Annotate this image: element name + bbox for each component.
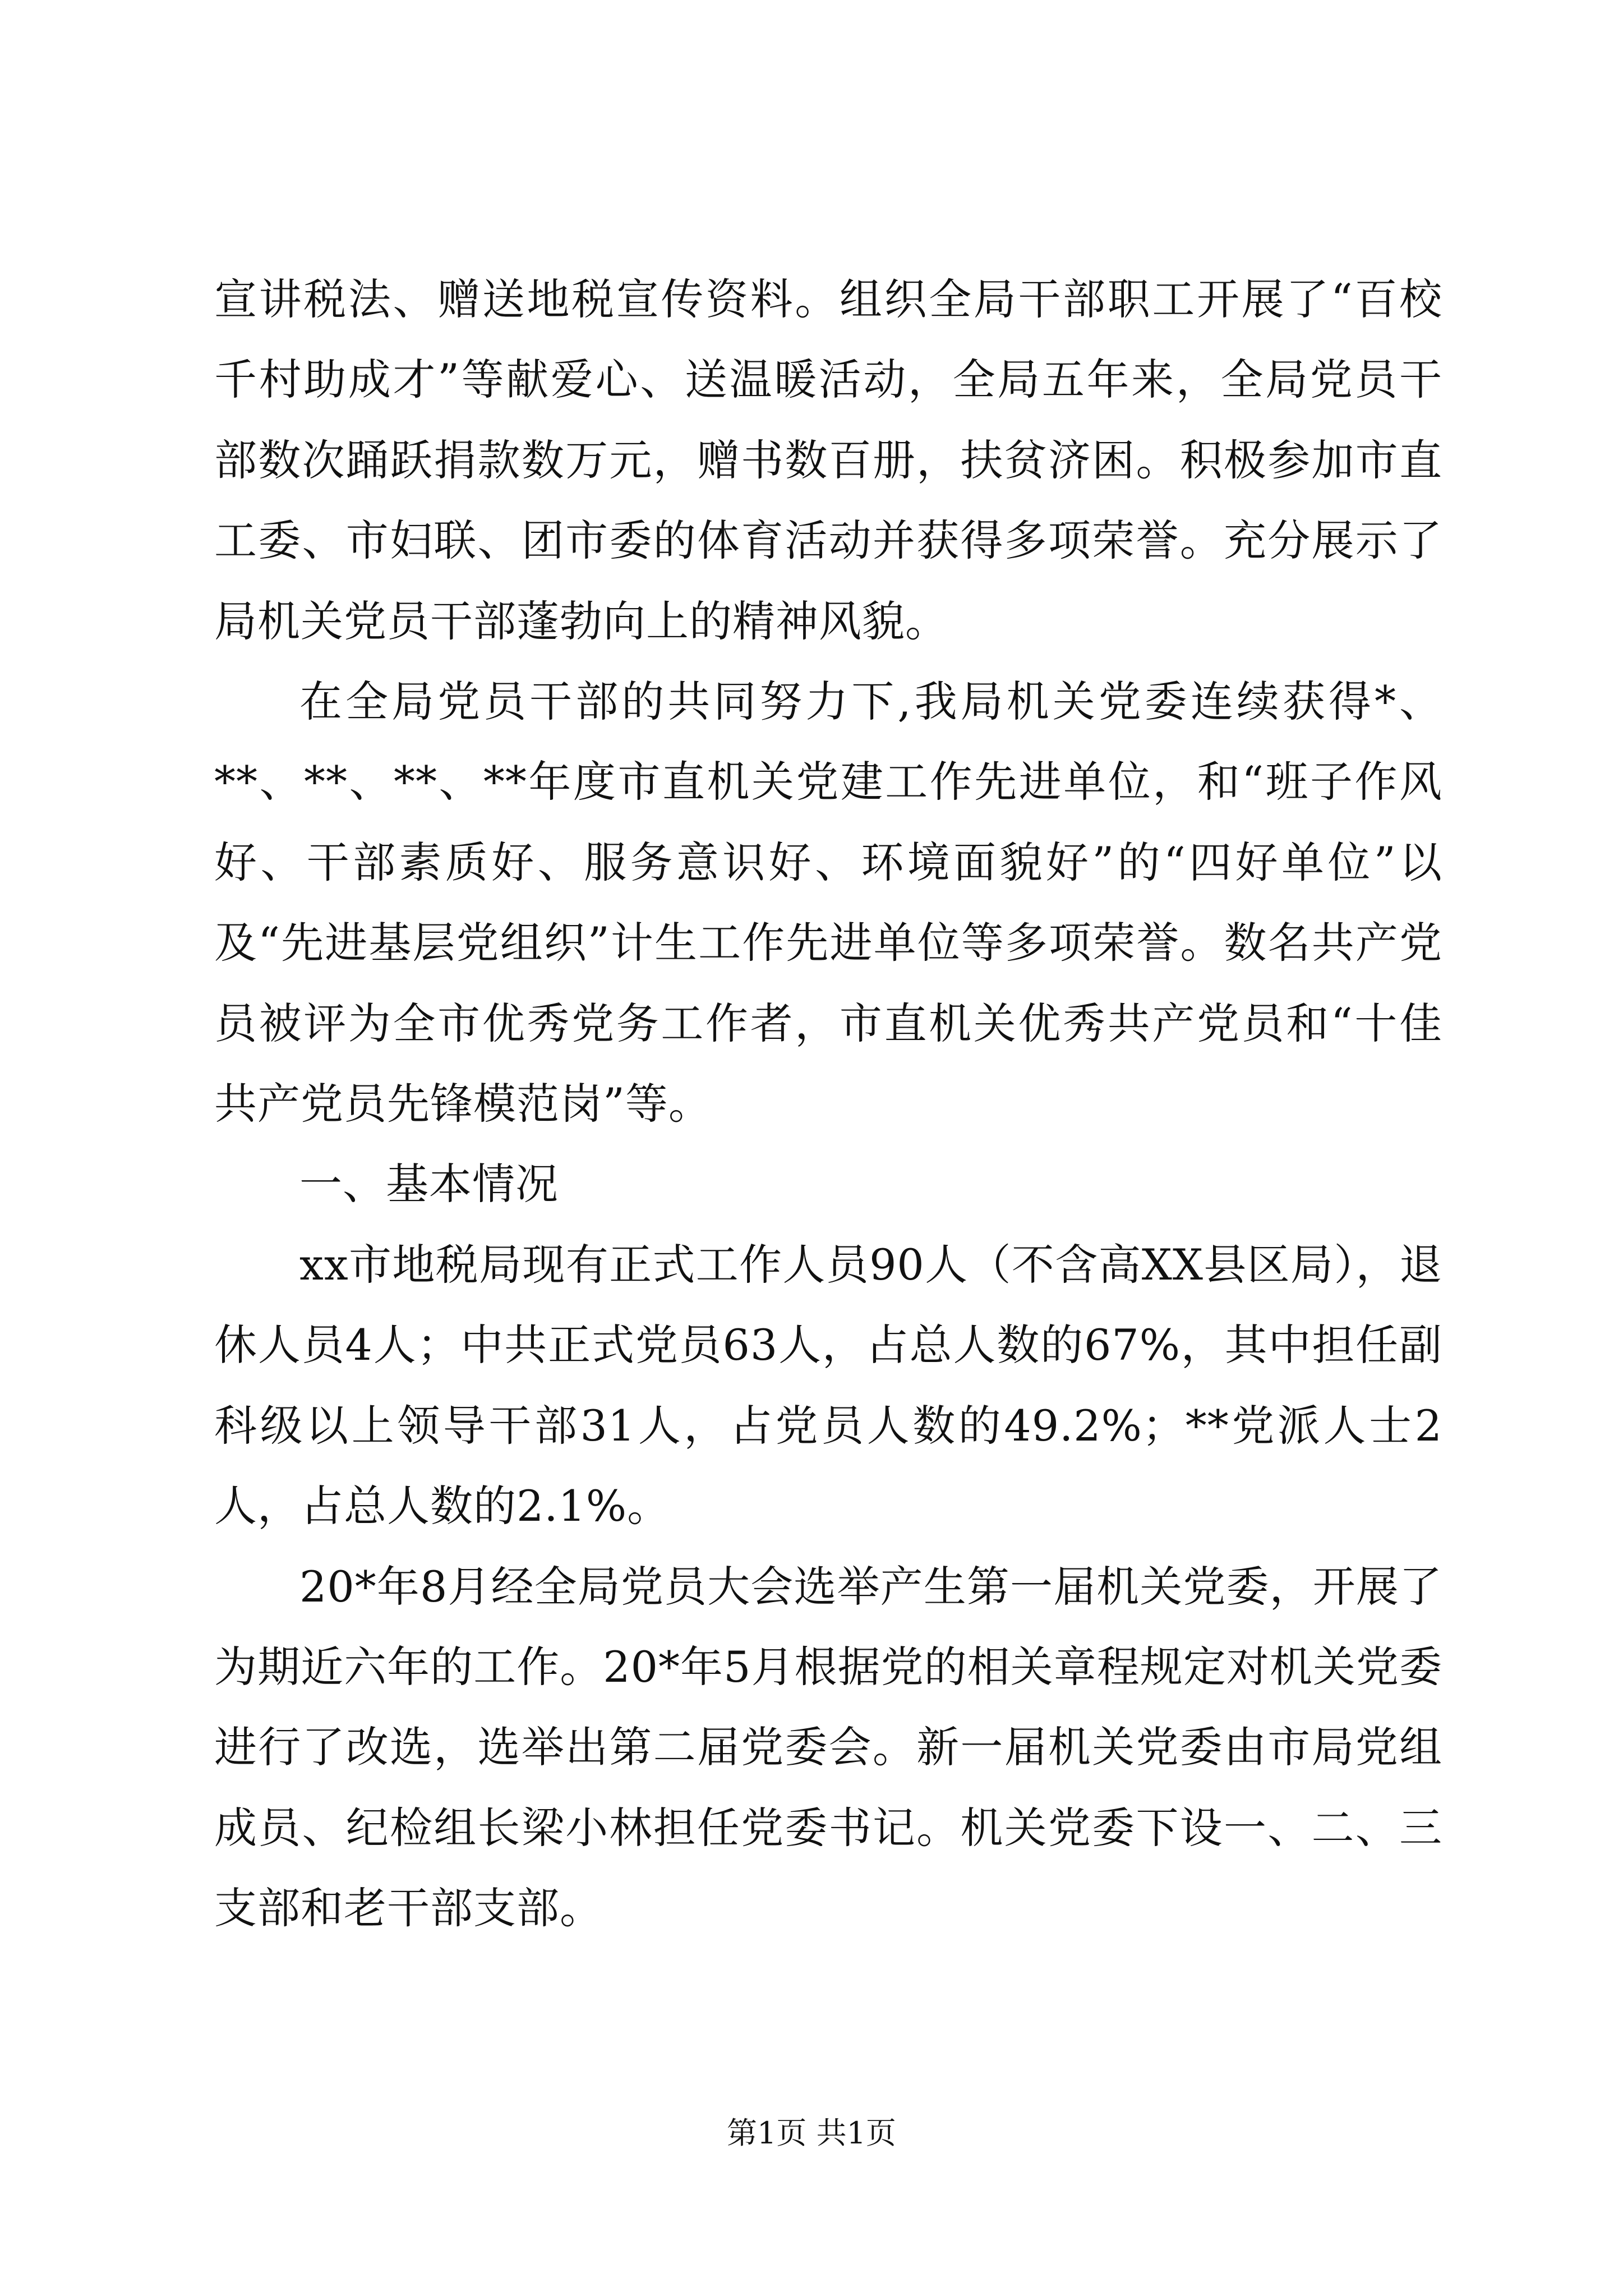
paragraph-3: xx市地税局现有正式工作人员90人（不含高XX县区局），退休人员4人；中共正式党员63人，占总人数的67%，其中担任副科级以上领导干部31人，占党员人数的49.2%；**党派人士2人，占总人数的2.1%。 [214, 1239, 1442, 1531]
paragraph-1: 宣讲税法、赠送地税宣传资料。组织全局干部职工开展了“百校千村助成才”等献爱心、送温暖活动，全局五年来，全局党员干部数次踊跃捐款数万元，赠书数百册，扶贫济困。积极参加市直工委、市妇联、团市委的体育活动并获得多项荣誉。充分展示了局机关党员干部蓬勃向上的精神风貌。 [214, 274, 1442, 646]
page-footer: 第1页 共1页 [727, 2115, 896, 2151]
document-body [214, 259, 1442, 1949]
section-heading: 一、基本情况 [299, 1159, 559, 1209]
paragraph-4: 20*年8月经全局党员大会选举产生第一届机关党委，开展了为期近六年的工作。20*年5月根据党的相关章程规定对机关党委进行了改选，选举出第二届党委会。新一届机关党委由市局党组成员、纪检组长梁小林担任党委书记。机关党委下设一、二、三支部和老干部支部。 [214, 1561, 1442, 1934]
paragraph-2: 在全局党员干部的共同努力下,我局机关党委连续获得*、**、**、**、**年度市直机关党建工作先进单位，和“班子作风好、干部素质好、服务意识好、环境面貌好”的“四好单位”以及“先进基层党组织”计生工作先进单位等多项荣誉。数名共产党员被评为全市优秀党务工作者，市直机关优秀共产党员和“十佳共产党员先锋模范岗”等。 [214, 677, 1442, 1129]
